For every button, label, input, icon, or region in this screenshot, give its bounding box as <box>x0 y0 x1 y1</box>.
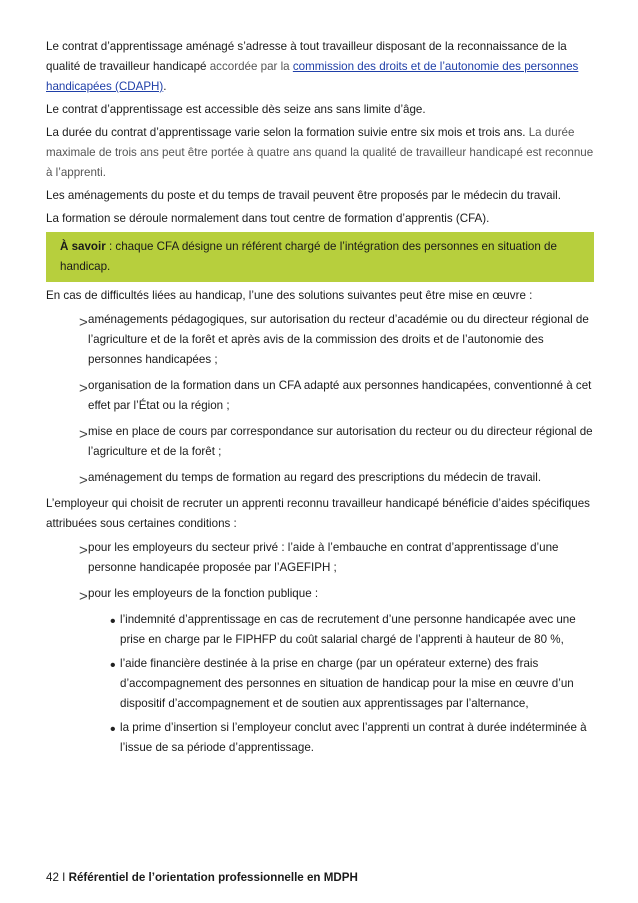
paragraph-training: La formation se déroule normalement dans tout centre de formation d’apprentis (CFA). <box>46 212 490 225</box>
paragraph-eligibility <box>46 37 594 97</box>
text: Le contrat d’apprentissage aménagé s’adresse à tout travailleur disposant de la reconnaissance de la qualité de travailleur handicapé <box>46 40 567 73</box>
bullet-icon: • <box>110 721 116 738</box>
list-item <box>46 538 594 578</box>
list-item-text: la prime d’insertion si l’employeur conclut avec l’apprenti un contrat à durée indéterminée à l’issue de sa période d’apprentissage. <box>120 721 587 754</box>
list-item-text: l’aide financière destinée à la prise en charge (par un opérateur externe) des frais d’accompagnement des personnes en situation de handicap pour la mise en œuvre d’un dispositif d’accompagnement et de soutien aux apprentissages par l’alternance, <box>120 657 574 710</box>
text: . <box>163 80 167 93</box>
difficulties-intro: En cas de difficultés liées au handicap, l’une des solutions suivantes peut être mise en œuvre : <box>46 289 533 302</box>
list-item <box>46 584 594 604</box>
chevron-right-icon: > <box>79 426 88 443</box>
paragraph-duration <box>46 123 594 183</box>
bullet-icon: • <box>110 613 116 630</box>
employer-intro: L’employeur qui choisit de recruter un apprenti reconnu travailleur handicapé bénéficie d’aides spécifiques attribuées sous certaines conditions : <box>46 497 590 530</box>
list-item-text: organisation de la formation dans un CFA adapté aux personnes handicapées, conventionné à cet effet par l’État ou la région ; <box>88 379 592 412</box>
list-item <box>46 654 594 714</box>
list-item <box>46 422 594 462</box>
callout-label: À savoir <box>60 240 106 253</box>
text: La durée du contrat d’apprentissage varie selon la formation suivie entre six mois et trois ans. <box>46 126 529 139</box>
difficulties-list <box>46 310 594 488</box>
footer-separator: I <box>62 871 66 884</box>
chevron-right-icon: > <box>79 314 88 331</box>
bullet-icon: • <box>110 657 116 674</box>
list-item <box>46 610 594 650</box>
list-item <box>46 718 594 758</box>
list-item <box>46 468 594 488</box>
list-item-text: pour les employeurs de la fonction publique : <box>88 587 319 600</box>
chevron-right-icon: > <box>79 588 88 605</box>
list-item <box>46 310 594 370</box>
employer-list <box>46 538 594 604</box>
list-item <box>46 376 594 416</box>
cdaph-link[interactable]: commission des droits et de l’autonomie des personnes handicapées (CDAPH) <box>46 60 579 93</box>
list-item-text: l’indemnité d’apprentissage en cas de recrutement d’une personne handicapée avec une prise en charge par le FIPHFP du coût salarial chargé de l’apprenti à hauteur de 80 %, <box>120 613 576 646</box>
page-footer <box>46 868 358 888</box>
list-item-text: mise en place de cours par correspondance sur autorisation du recteur ou du directeur régional de l’agriculture et de la forêt ; <box>88 425 593 458</box>
footer-title: Référentiel de l’orientation professionnelle en MDPH <box>68 871 358 884</box>
chevron-right-icon: > <box>79 542 88 559</box>
list-item-text: aménagement du temps de formation au regard des prescriptions du médecin de travail. <box>88 471 542 484</box>
public-aids-list <box>46 610 594 758</box>
page-content <box>46 37 594 762</box>
list-item-text: aménagements pédagogiques, sur autorisation du recteur d’académie ou du directeur régional de l’agriculture et de la forêt et après avis de la commission des droits et de l’autonomie des personnes handicapées ; <box>88 313 589 366</box>
callout-box <box>46 232 594 282</box>
paragraph-age: Le contrat d’apprentissage est accessible dès seize ans sans limite d’âge. <box>46 103 426 116</box>
callout-text: : chaque CFA désigne un référent chargé de l’intégration des personnes en situation de handicap. <box>60 240 557 273</box>
text-gray: La durée maximale de trois ans peut être portée à quatre ans quand la qualité de travailleur handicapé est reconnue à l’apprenti. <box>46 126 594 179</box>
list-item-text: pour les employeurs du secteur privé : l’aide à l’embauche en contrat d’apprentissage d’une personne handicapée proposée par l’AGEFIPH ; <box>88 541 559 574</box>
chevron-right-icon: > <box>79 380 88 397</box>
chevron-right-icon: > <box>79 472 88 489</box>
page-number: 42 <box>46 871 59 884</box>
paragraph-workplace: Les aménagements du poste et du temps de travail peuvent être proposés par le médecin du travail. <box>46 189 561 202</box>
text-gray: accordée par la <box>209 60 293 73</box>
